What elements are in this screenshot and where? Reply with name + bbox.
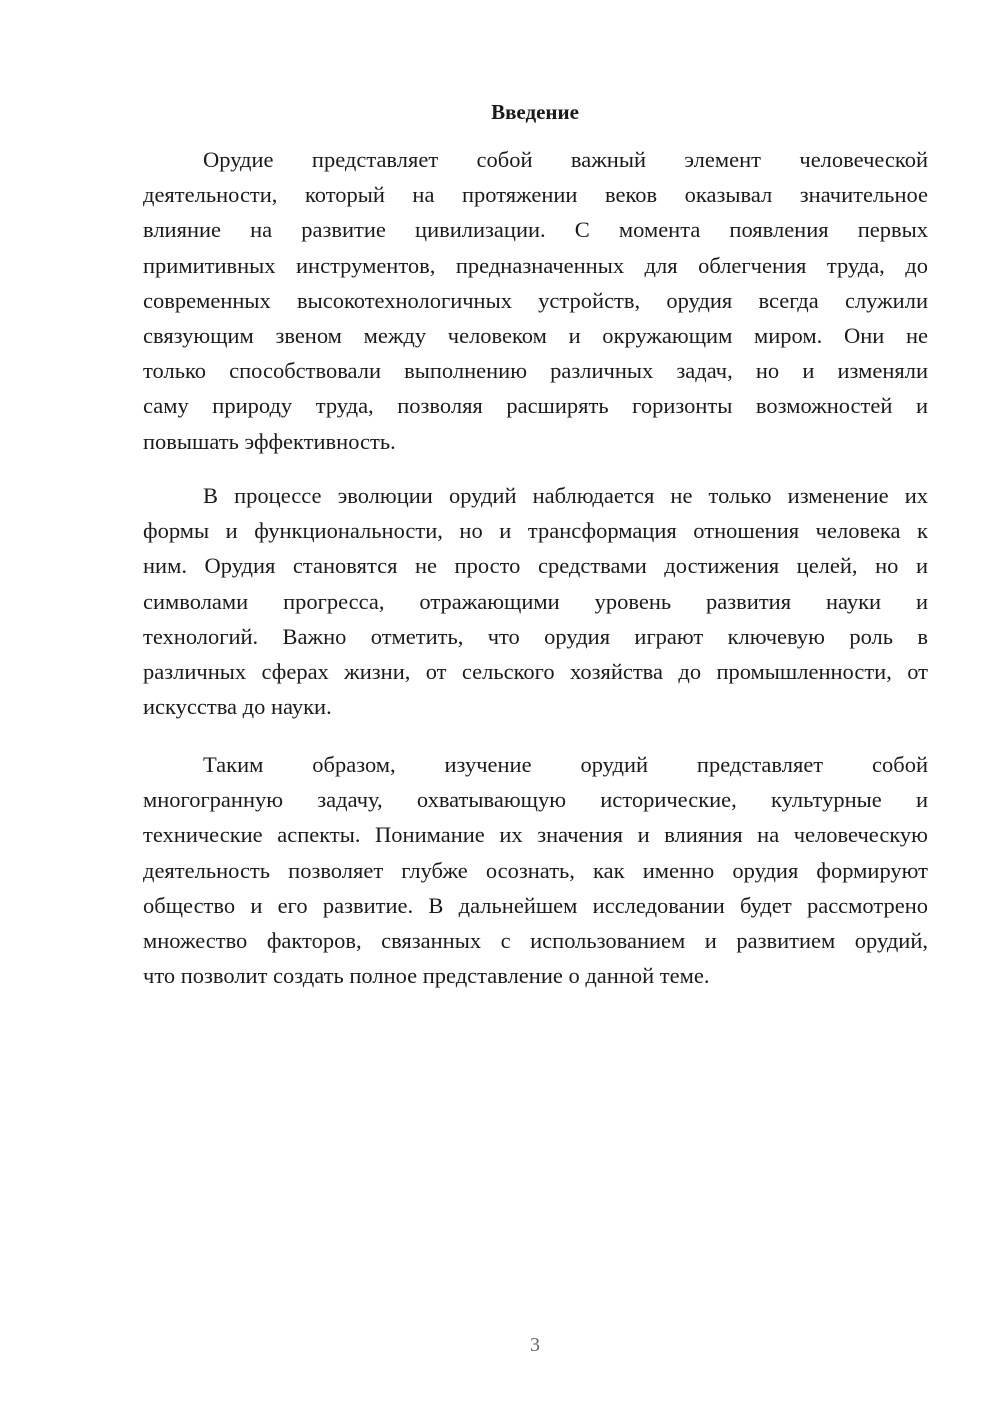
paragraph-line: символами прогресса, отражающими уровень развития науки и: [143, 588, 928, 614]
paragraph-2: [143, 478, 928, 724]
paragraph-line: только способствовали выполнению различных задач, но и изменяли: [143, 358, 928, 384]
paragraph-line: искусства до науки.: [143, 694, 332, 720]
paragraph-line: В процессе эволюции орудий наблюдается не только изменение их: [203, 483, 928, 508]
paragraph-line: что позволит создать полное представление о данной теме.: [143, 963, 710, 989]
paragraph-line: Орудие представляет собой важный элемент человеческой: [203, 147, 928, 172]
paragraph-line: ним. Орудия становятся не просто средствами достижения целей, но и: [143, 553, 928, 579]
paragraph-line: различных сферах жизни, от сельского хозяйства до промышленности, от: [143, 658, 928, 684]
paragraph-line: общество и его развитие. В дальнейшем исследовании будет рассмотрено: [143, 892, 928, 918]
paragraph-line: формы и функциональности, но и трансформация отношения человека к: [143, 518, 928, 544]
paragraph-line: связующим звеном между человеком и окружающим миром. Они не: [143, 322, 928, 348]
paragraph-line: деятельности, который на протяжении веков оказывал значительное: [143, 182, 928, 208]
paragraph-line: технологий. Важно отметить, что орудия играют ключевую роль в: [143, 623, 928, 649]
paragraph-line: деятельность позволяет глубже осознать, как именно орудия формируют: [143, 857, 928, 883]
paragraph-line: саму природу труда, позволяя расширять горизонты возможностей и: [143, 393, 928, 419]
paragraph-line: влияние на развитие цивилизации. С момента появления первых: [143, 217, 928, 243]
paragraph-line: Таким образом, изучение орудий представляет собой: [203, 752, 928, 777]
paragraph-line: многогранную задачу, охватывающую исторические, культурные и: [143, 787, 928, 813]
paragraph-line: технические аспекты. Понимание их значения и влияния на человеческую: [143, 822, 928, 848]
paragraph-line: современных высокотехнологичных устройств, орудия всегда служили: [143, 287, 928, 313]
page-number: 3: [530, 1334, 540, 1356]
paragraph-line: примитивных инструментов, предназначенных для облегчения труда, до: [143, 252, 928, 278]
paragraph-line: множество факторов, связанных с использованием и развитием орудий,: [143, 927, 928, 953]
paragraph-line: повышать эффективность.: [143, 428, 396, 454]
section-title: Введение: [491, 100, 579, 124]
paragraph-3: [143, 747, 928, 993]
paragraph-1: [143, 142, 928, 459]
